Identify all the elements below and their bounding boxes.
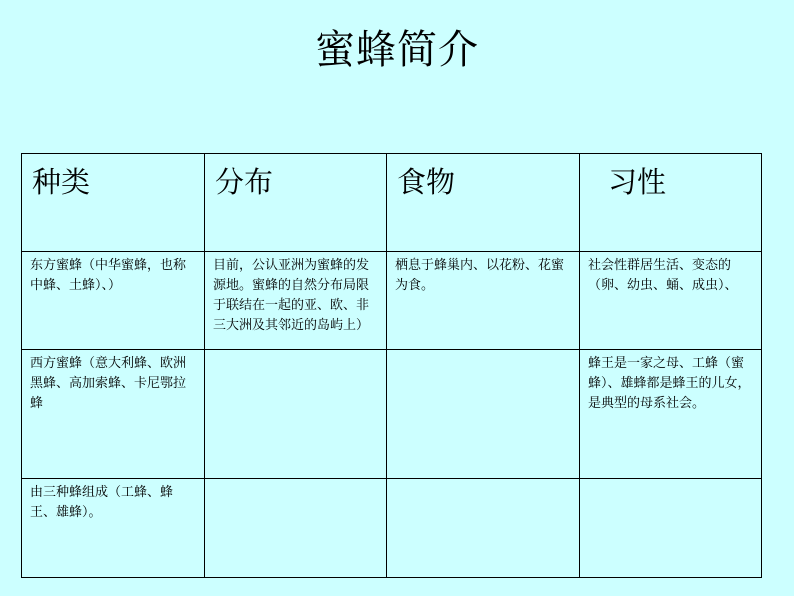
table-header-row [22, 154, 762, 252]
table-cell [205, 479, 387, 578]
table-row [22, 350, 762, 479]
slide-title: 蜜蜂简介 [315, 27, 479, 73]
table-cell: 由三种蜂组成（工蜂、蜂王、雄蜂）。 [22, 479, 205, 578]
table-cell: 社会性群居生活、变态的（卵、幼虫、蛹、成虫）、 [580, 252, 762, 350]
header-distribution: 分布 [205, 154, 387, 252]
header-food: 食物 [387, 154, 580, 252]
table-cell [387, 479, 580, 578]
table-cell [387, 350, 580, 479]
table-cell: 西方蜜蜂（意大利蜂、欧洲黑蜂、高加索蜂、卡尼鄂拉蜂 [22, 350, 205, 479]
table-row [22, 479, 762, 578]
header-habits: 习性 [580, 154, 762, 252]
table-row [22, 252, 762, 350]
table-cell: 目前，公认亚洲为蜜蜂的发源地。蜜蜂的自然分布局限于联结在一起的亚、欧、非三大洲及其邻近的岛屿上） [205, 252, 387, 350]
bee-info-table [21, 153, 762, 578]
table-cell: 栖息于蜂巢内、以花粉、花蜜为食。 [387, 252, 580, 350]
table-cell: 东方蜜蜂（中华蜜蜂，也称中蜂、土蜂）、） [22, 252, 205, 350]
header-species: 种类 [22, 154, 205, 252]
table-cell [205, 350, 387, 479]
table-cell [580, 479, 762, 578]
table-cell: 蜂王是一家之母、工蜂（蜜蜂）、雄蜂都是蜂王的儿女，是典型的母系社会。 [580, 350, 762, 479]
